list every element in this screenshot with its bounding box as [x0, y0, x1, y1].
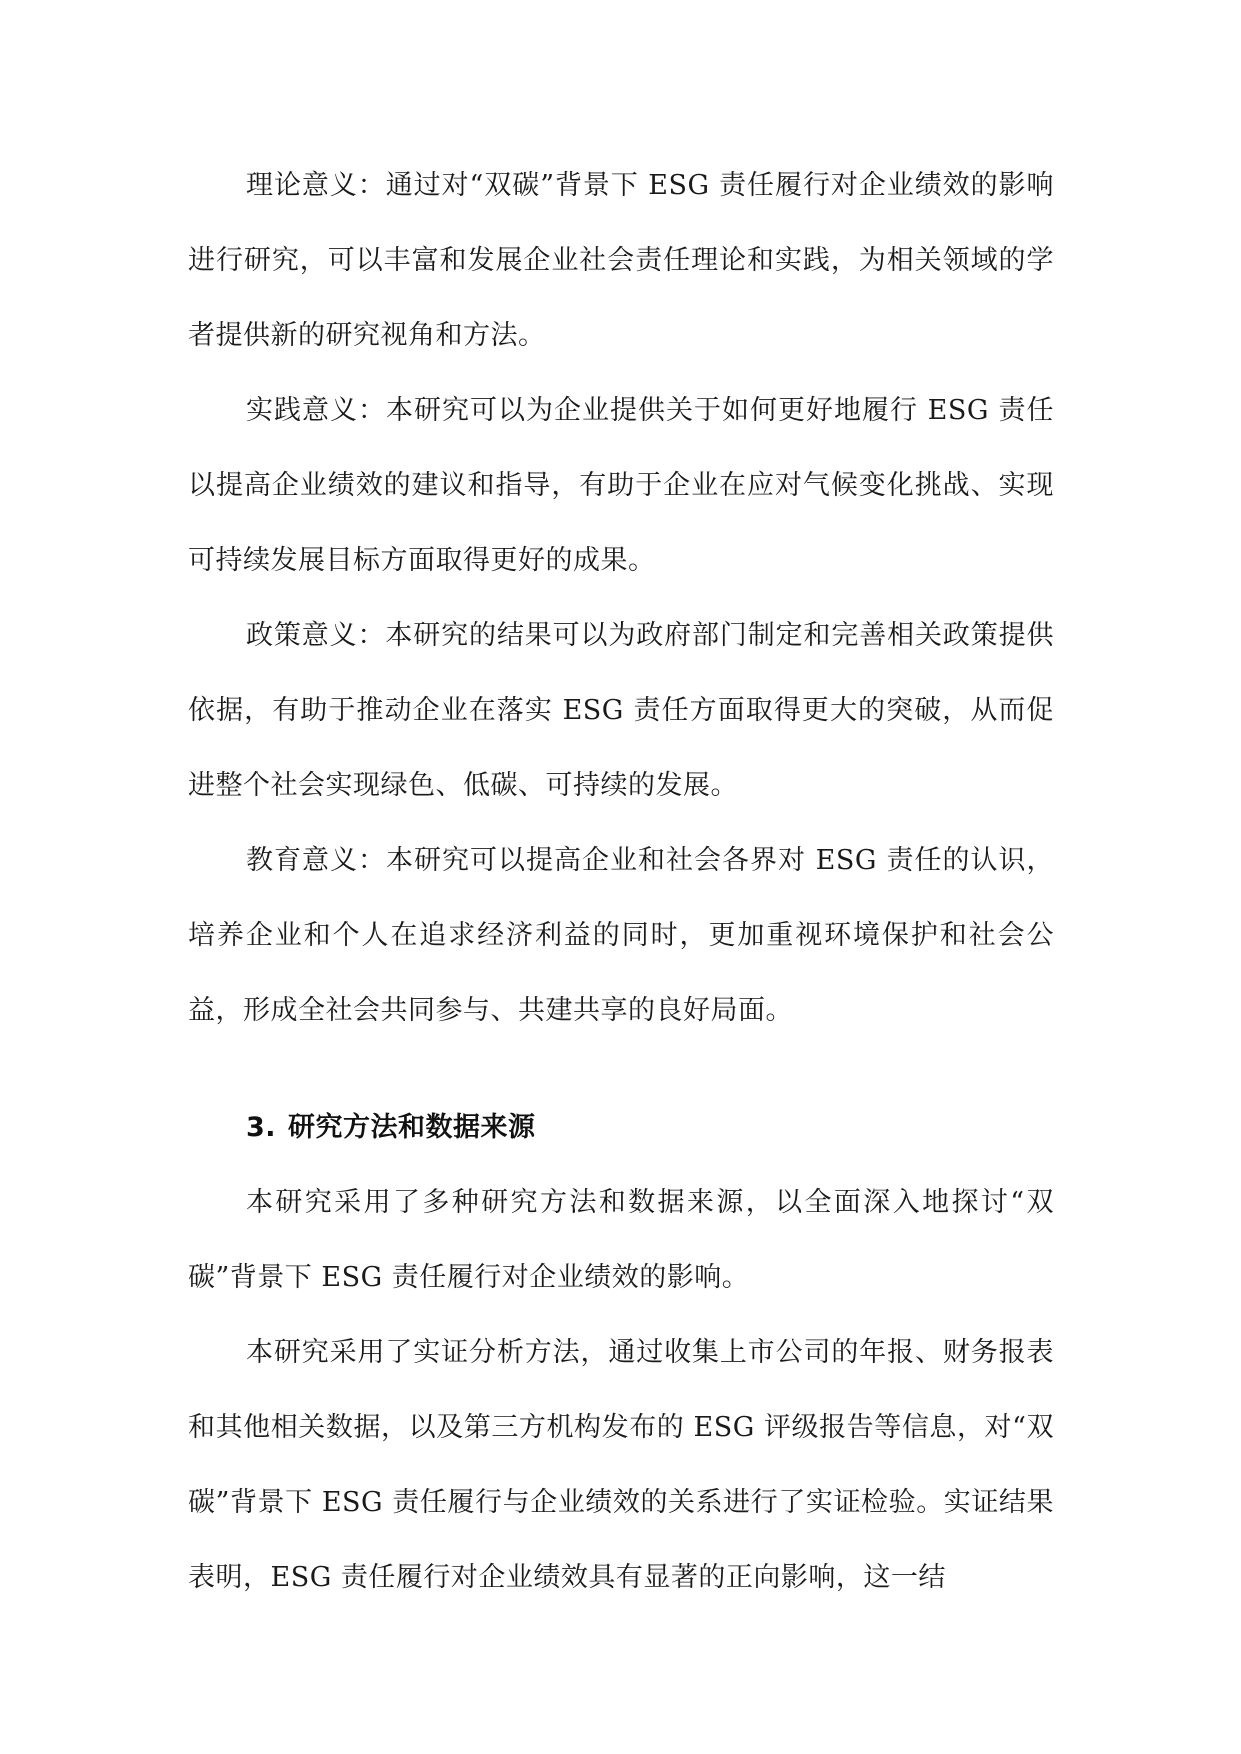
paragraph-practical-significance: 实践意义：本研究可以为企业提供关于如何更好地履行 ESG 责任以提高企业绩效的建议和指导，有助于企业在应对气候变化挑战、实现可持续发展目标方面取得更好的成果。 — [188, 395, 1054, 576]
paragraph-theoretical-significance: 理论意义：通过对“双碳”背景下 ESG 责任履行对企业绩效的影响进行研究，可以丰富和发展企业社会责任理论和实践，为相关领域的学者提供新的研究视角和方法。 — [188, 170, 1054, 351]
section-title: 研究方法和数据来源 — [288, 1112, 536, 1143]
document-body — [188, 148, 1054, 1615]
paragraph-policy-significance: 政策意义：本研究的结果可以为政府部门制定和完善相关政策提供依据，有助于推动企业在落实 ESG 责任方面取得更大的突破，从而促进整个社会实现绿色、低碳、可持续的发展。 — [188, 620, 1054, 801]
paragraph-educational-significance: 教育意义：本研究可以提高企业和社会各界对 ESG 责任的认识，培养企业和个人在追求经济利益的同时，更加重视环境保护和社会公益，形成全社会共同参与、共建共享的良好局面。 — [188, 845, 1054, 1026]
paragraph-methods-intro: 本研究采用了多种研究方法和数据来源，以全面深入地探讨“双碳”背景下 ESG 责任履行对企业绩效的影响。 — [188, 1187, 1054, 1293]
paragraph-empirical-analysis: 本研究采用了实证分析方法，通过收集上市公司的年报、财务报表和其他相关数据，以及第三方机构发布的 ESG 评级报告等信息，对“双碳”背景下 ESG 责任履行与企业绩效的关系进行了实证检验。实证结果表明，ESG 责任履行对企业绩效具有显著的正向影响，这一结 — [188, 1337, 1054, 1593]
section-heading — [188, 1090, 1054, 1165]
section-number: 3. — [246, 1112, 277, 1143]
